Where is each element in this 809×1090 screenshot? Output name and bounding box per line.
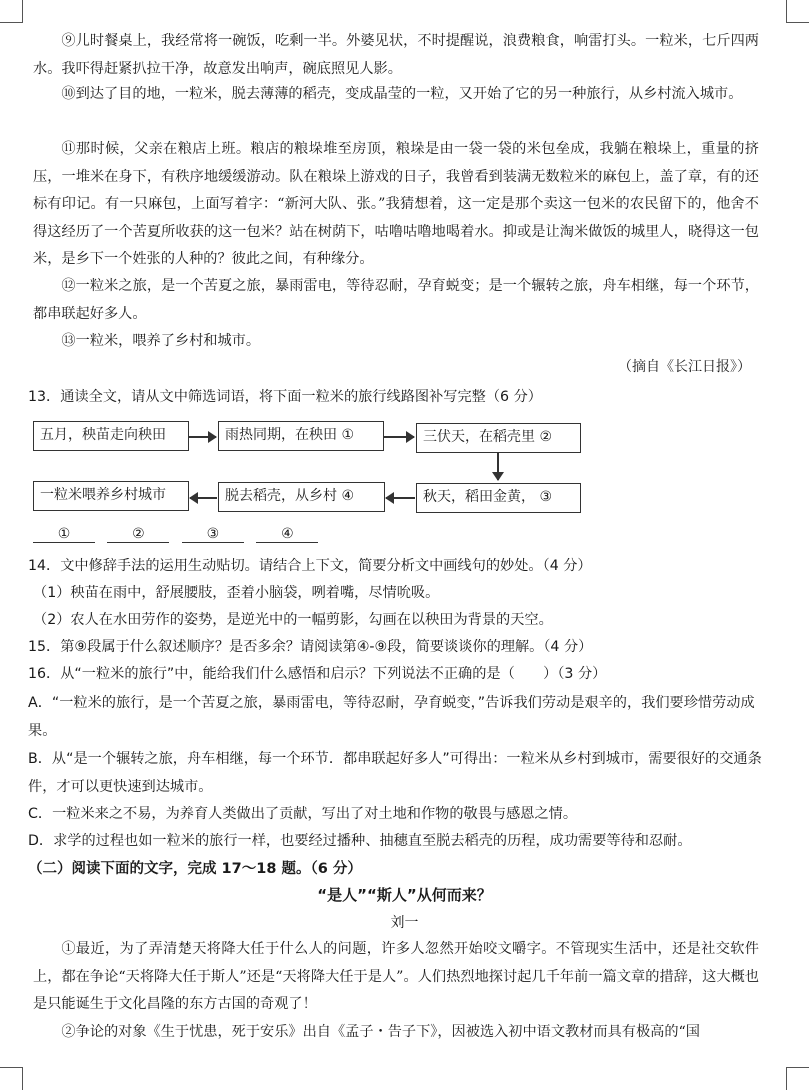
route-box-autumn: 秋天，稻田金黄， ③ <box>416 483 581 513</box>
crop-mark-top-right <box>786 0 809 23</box>
arrow-2 <box>384 436 414 438</box>
route-box-husk: 脱去稻壳，从乡村 ④ <box>218 482 385 512</box>
option-a: A．“一粒米的旅行，是一个苦夏之旅，暴雨雷电，等待忍耐，孕育蜕变，”告诉我们劳动是艰辛的，我们要珍惜劳动成果。 <box>28 695 755 739</box>
crop-mark-bottom-left <box>0 1067 23 1090</box>
route-box-may: 五月，秧苗走向秧田 <box>33 421 189 451</box>
article-author: 刘一 <box>390 915 419 931</box>
crop-mark-top-left <box>0 0 23 23</box>
section-2-heading: （二）阅读下面的文字，完成 17～18 题。（6 分） <box>28 861 362 877</box>
arrow-3 <box>497 453 499 480</box>
paragraph-11: ⑪那时候，父亲在粮店上班。粮店的粮垛堆至房顶，粮垛是由一袋一袋的米包垒成，我躺在粮垛上，重量的挤压，一堆米在身下，有秩序地缓缓游动。队在粮垛上游戏的日子，我曾看到装满无数粒米的麻包上，盖了章，有的还标有印记。有一只麻包，上面写着字：“新河大队、张。”我猜想着，这一定是那个卖这一包米的农民留下的，他舍不得这经历了一个苦夏所收获的这一包米？站在树荫下，咕噜咕噜地喝着水。抑或是让淘米做饭的城里人，晓得这一包米，是乡下一个姓张的人种的？彼此之间，有种缘分。 <box>33 141 759 267</box>
answer-blanks <box>33 526 326 543</box>
paragraph-13: ⑬一粒米，喂养了乡村和城市。 <box>61 333 261 349</box>
article-title: “是人”“斯人”从何而来？ <box>317 886 492 904</box>
question-14: 14．文中修辞手法的运用生动贴切。请结合上下文，简要分析文中画线句的妙处。（4 分） <box>28 558 592 574</box>
option-c: C．一粒米来之不易，为养育人类做出了贡献，写出了对土地和作物的敬畏与感恩之情。 <box>28 806 578 822</box>
route-box-feed: 一粒米喂养乡村城市 <box>33 481 189 511</box>
paragraph-10: ⑩到达了目的地，一粒米，脱去薄薄的稻壳，变成晶莹的一粒，又开始了它的另一种旅行，从乡村流入城市。 <box>61 86 743 102</box>
arrow-1 <box>189 436 216 438</box>
paragraph-12: ⑫一粒米之旅，是一个苦夏之旅，暴雨雷电，等待忍耐，孕育蜕变；是一个辗转之旅，舟车相继，每一个环节，都串联起好多人。 <box>33 278 759 322</box>
crop-mark-bottom-right <box>786 1067 809 1090</box>
question-14-item-2: （2）农人在水田劳作的姿势，是逆光中的一幅剪影，勾画在以秧田为背景的天空。 <box>33 612 553 628</box>
article-paragraph-1: ①最近，为了弄清楚天将降大任于什么人的问题，许多人忽然开始咬文嚼字。不管现实生活中，还是社交软件上，都在争论“天将降大任于斯人”还是“天将降大任于是人”。人们热烈地探讨起几千年前一篇文章的措辞，这大概也是只能诞生于文化昌隆的东方古国的奇观了！ <box>33 941 759 1012</box>
paragraph-9: ⑨儿时餐桌上，我经常将一碗饭，吃剩一半。外婆见状，不时提醒说，浪费粮食，响雷打头。一粒米，七斤四两水。我吓得赶紧扒拉干净，故意发出响声，碗底照见人影。 <box>33 33 759 77</box>
question-16: 16．从“一粒米的旅行”中，能给我们什么感悟和启示？下列说法不正确的是（ ）（3 分） <box>28 666 607 682</box>
route-box-rain: 雨热同期，在秧田 ① <box>218 421 384 451</box>
source-citation: （摘自《长江日报》） <box>618 359 751 375</box>
option-b: B．从“是一个辗转之旅，舟车相继，每一个环节．都串联起好多人”可得出：一粒米从乡村到城市，需要很好的交通条件，才可以更快速到达城市。 <box>28 751 762 795</box>
arrow-5 <box>190 497 217 499</box>
route-box-summer: 三伏天，在稻壳里 ② <box>416 423 581 453</box>
question-14-item-1: （1）秧苗在雨中，舒展腰肢，歪着小脑袋，咧着嘴，尽情吮吸。 <box>33 585 440 601</box>
answer-blank-3[interactable]: ③ <box>182 526 244 543</box>
article-paragraph-2: ②争论的对象《生于忧患，死于安乐》出自《孟子・告子下》，因被选入初中语文教材而具有极高的“国 <box>61 1024 700 1040</box>
option-d: D．求学的过程也如一粒米的旅行一样，也要经过播种、抽穗直至脱去稻壳的历程，成功需要等待和忍耐。 <box>28 833 692 849</box>
answer-blank-2[interactable]: ② <box>107 526 169 543</box>
question-13: 13．通读全文，请从文中筛选词语，将下面一粒米的旅行线路图补写完整（6 分） <box>28 389 542 405</box>
answer-blank-1[interactable]: ① <box>33 526 95 543</box>
answer-blank-4[interactable]: ④ <box>256 526 318 543</box>
arrow-4 <box>386 497 415 499</box>
question-15: 15．第⑨段属于什么叙述顺序？是否多余？请阅读第④-⑨段，简要谈谈你的理解。（4 分） <box>28 639 593 655</box>
